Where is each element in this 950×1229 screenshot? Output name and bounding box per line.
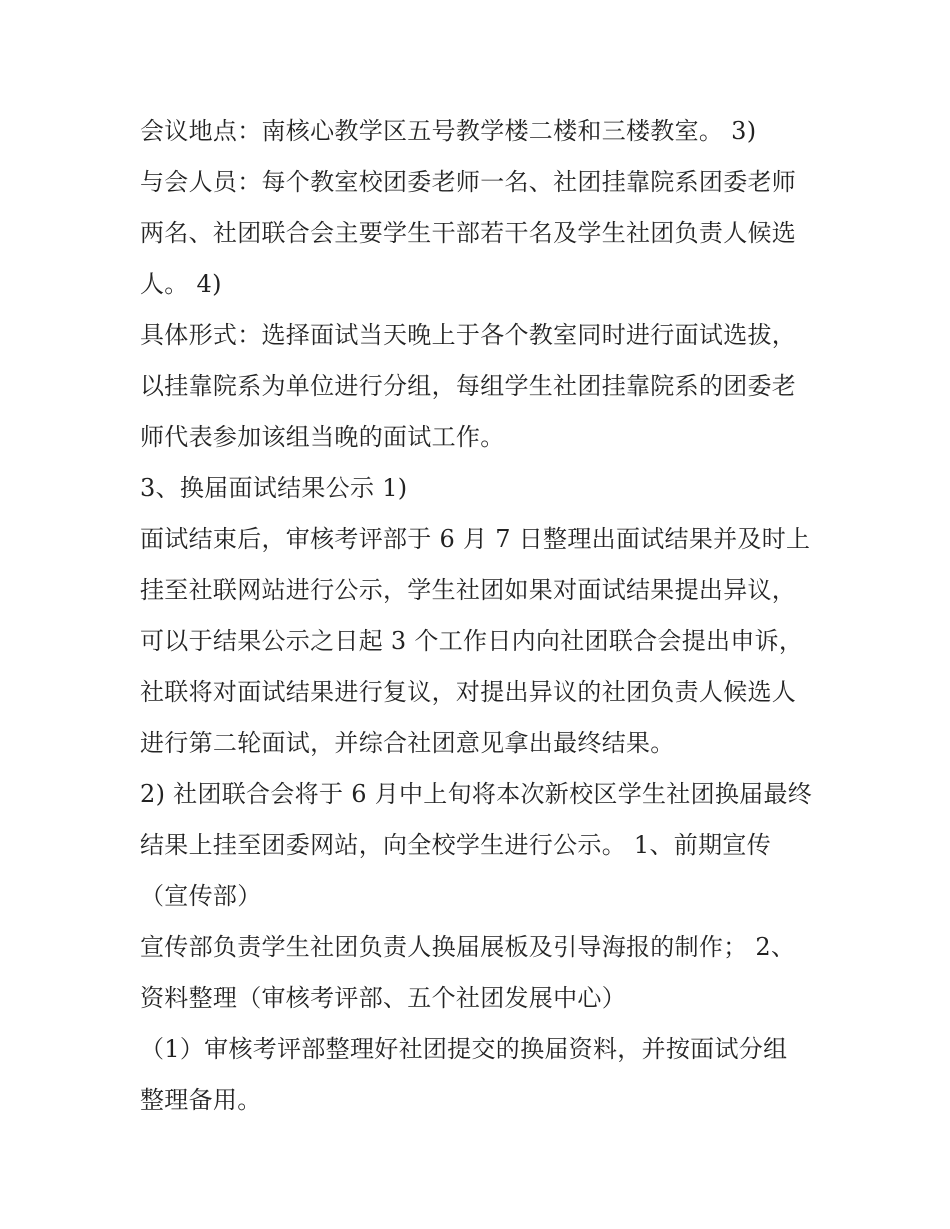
text-line: 以挂靠院系为单位进行分组，每组学生社团挂靠院系的团委老 [140,372,797,400]
text-line: 可以于结果公示之日起 3 个工作日内向社团联合会提出申诉， [140,627,804,655]
text-line: 具体形式：选择面试当天晚上于各个教室同时进行面试选拔， [140,321,797,349]
document-body [140,106,820,1126]
text-line: 面试结束后，审核考评部于 6 月 7 日整理出面试结果并及时上 [140,525,811,553]
text-line: （1）审核考评部整理好社团提交的换届资料，并按面试分组 [140,1035,788,1063]
text-line: 社联将对面试结果进行复议，对提出异议的社团负责人候选人 [140,678,797,706]
text-line: 两名、社团联合会主要学生干部若干名及学生社团负责人候选 [140,219,797,247]
text-line: 整理备用。 [140,1086,262,1114]
text-line: 进行第二轮面试，并综合社团意见拿出最终结果。 [140,729,675,757]
text-line: 3、换届面试结果公示 1) [140,474,408,502]
text-line: 人。 4) [140,270,222,298]
text-line: 结果上挂至团委网站，向全校学生进行公示。 1、前期宣传 [140,831,771,859]
text-line: 与会人员：每个教室校团委老师一名、社团挂靠院系团委老师 [140,168,797,196]
text-line: 师代表参加该组当晚的面试工作。 [140,423,505,451]
text-line: 挂至社联网站进行公示，学生社团如果对面试结果提出异议， [140,576,797,604]
text-line: 2) 社团联合会将于 6 月中上旬将本次新校区学生社团换届最终 [140,780,813,808]
text-line: 宣传部负责学生社团负责人换届展板及引导海报的制作； 2、 [140,933,796,961]
text-line: 会议地点：南核心教学区五号教学楼二楼和三楼教室。 3) [140,117,757,145]
text-line: （宣传部） [140,882,262,910]
text-line: 资料整理（审核考评部、五个社团发展中心） [140,984,626,1012]
